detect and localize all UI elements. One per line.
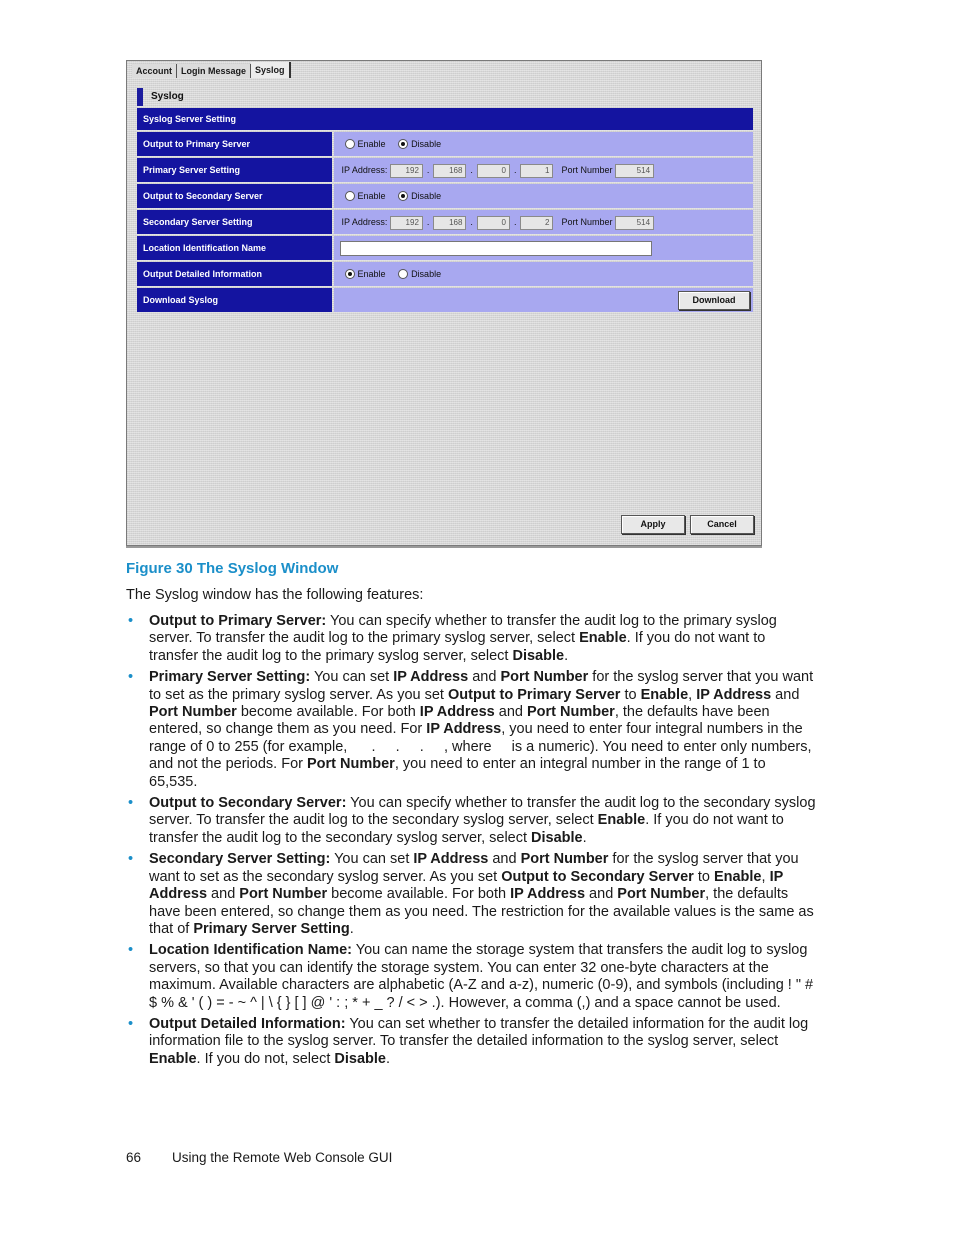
primary-port-input[interactable]: 514 xyxy=(615,164,654,178)
secondary-ip-octet-2[interactable]: 168 xyxy=(433,216,466,230)
feature-detailed-info: • Output Detailed Information: You can set whether to transfer the detailed information for the audit log information file to the syslog server. To transfer the detailed information to the syslog server, select Enable. If you do not, select Disable. xyxy=(126,1016,816,1068)
secondary-ip-octet-1[interactable]: 192 xyxy=(390,216,423,230)
intro-paragraph: The Syslog window has the following features: xyxy=(126,587,424,603)
primary-ip-label: IP Address: xyxy=(341,165,388,175)
label-location-name: Location Identification Name xyxy=(137,236,332,260)
primary-disable-option[interactable]: Disable xyxy=(398,132,441,156)
section-title-bar xyxy=(137,88,143,106)
secondary-port-input[interactable]: 514 xyxy=(615,216,654,230)
feature-secondary-setting: • Secondary Server Setting: You can set IP Address and Port Number for the syslog server that you want to set as the secondary syslog server. As you set Output to Secondary Server to Enable, IP Address and Port Number become available. For both IP Address and Port Number, the defaults have been entered, so change them as you need. The restriction for the available values is the same as that of Primary Server Setting. xyxy=(126,851,816,938)
label-output-primary: Output to Primary Server xyxy=(137,132,332,156)
primary-ip-octet-4[interactable]: 1 xyxy=(520,164,553,178)
feature-list xyxy=(126,613,816,1072)
row-output-secondary xyxy=(137,184,753,208)
label-detailed-info: Output Detailed Information xyxy=(137,262,332,286)
radio-icon[interactable] xyxy=(345,139,355,149)
radio-selected-icon[interactable] xyxy=(345,269,355,279)
value-output-secondary xyxy=(334,184,753,208)
primary-enable-option[interactable]: Enable xyxy=(345,132,386,156)
tab-syslog[interactable]: Syslog xyxy=(251,62,291,78)
secondary-disable-option[interactable]: Disable xyxy=(398,184,441,208)
tab-login-message[interactable]: Login Message xyxy=(177,64,251,78)
value-detailed-info xyxy=(334,262,753,286)
primary-ip-octet-3[interactable]: 0 xyxy=(477,164,510,178)
tab-account[interactable]: Account xyxy=(132,64,177,78)
radio-icon[interactable] xyxy=(345,191,355,201)
label-download-syslog: Download Syslog xyxy=(137,288,332,312)
value-secondary-setting: IP Address: 192 . 168 . 0 . 2 Port Number 514 xyxy=(334,210,753,234)
section-title xyxy=(137,88,184,106)
radio-selected-icon[interactable] xyxy=(398,191,408,201)
value-output-primary xyxy=(334,132,753,156)
section-title-text: Syslog xyxy=(151,91,184,102)
tab-bar xyxy=(132,64,291,80)
download-button[interactable]: Download xyxy=(678,291,750,310)
detailed-disable-option[interactable]: Disable xyxy=(398,262,441,286)
feature-output-primary: • Output to Primary Server: You can specify whether to transfer the audit log to the primary syslog server. To transfer the audit log to the primary syslog server, select Enable. If you do not want to transfer the audit log to the primary syslog server, select Disable. xyxy=(126,613,816,665)
figure-caption: Figure 30 The Syslog Window xyxy=(126,560,339,577)
secondary-enable-option[interactable]: Enable xyxy=(345,184,386,208)
row-location-name xyxy=(137,236,753,260)
syslog-server-setting-header: Syslog Server Setting xyxy=(137,108,753,130)
primary-ip-octet-2[interactable]: 168 xyxy=(433,164,466,178)
secondary-ip-label: IP Address: xyxy=(341,217,388,227)
value-location-name xyxy=(334,236,753,260)
secondary-port-label: Port Number xyxy=(561,217,613,227)
row-detailed-info xyxy=(137,262,753,286)
detailed-enable-option[interactable]: Enable xyxy=(345,262,386,286)
cancel-button[interactable]: Cancel xyxy=(690,515,754,534)
location-name-input[interactable] xyxy=(340,241,652,256)
footer-text: Using the Remote Web Console GUI xyxy=(172,1150,393,1165)
primary-ip-octet-1[interactable]: 192 xyxy=(390,164,423,178)
label-secondary-setting: Secondary Server Setting xyxy=(137,210,332,234)
label-output-secondary: Output to Secondary Server xyxy=(137,184,332,208)
radio-selected-icon[interactable] xyxy=(398,139,408,149)
feature-location-name: • Location Identification Name: You can name the storage system that transfers the audit log to syslog servers, so that you can identify the storage system. You can enter 32 one-byte characters at the maximum. Available characters are alphabetic (A-Z and a-z), numeric (0-9), and symbols (including ! " # $ % & ' ( ) = - ~ ^ | \ { } [ ] @ ' : ; * + _ ? / < > .). However, a comma (,) and a space cannot be used. xyxy=(126,942,816,1012)
secondary-ip-octet-3[interactable]: 0 xyxy=(477,216,510,230)
secondary-ip-octet-4[interactable]: 2 xyxy=(520,216,553,230)
value-primary-setting: IP Address: 192 . 168 . 0 . 1 Port Number 514 xyxy=(334,158,753,182)
page-footer xyxy=(126,1150,392,1165)
radio-icon[interactable] xyxy=(398,269,408,279)
row-primary-setting xyxy=(137,158,753,182)
row-download-syslog xyxy=(137,288,753,312)
value-download-syslog xyxy=(334,288,753,312)
row-secondary-setting xyxy=(137,210,753,234)
feature-output-secondary: • Output to Secondary Server: You can specify whether to transfer the audit log to the secondary syslog server. To transfer the audit log to the secondary syslog server, select Enable. If you do not want to transfer the audit log to the secondary syslog server, select Disable. xyxy=(126,795,816,847)
primary-port-label: Port Number xyxy=(561,165,613,175)
page-number: 66 xyxy=(126,1150,142,1165)
row-output-primary xyxy=(137,132,753,156)
apply-button[interactable]: Apply xyxy=(621,515,685,534)
syslog-window-screenshot xyxy=(126,60,762,546)
feature-primary-setting: • Primary Server Setting: You can set IP Address and Port Number for the syslog server that you want to set as the primary syslog server. As you set Output to Primary Server to Enable, IP Address and Port Number become available. For both IP Address and Port Number, the defaults have been entered, so change them as you need. For IP Address, you need to enter four integral numbers in the range of 0 to 255 (for example, . . . , where is a numeric). You need to enter only numbers, and not the periods. For Port Number, you need to enter an integral number in the range of 1 to 65,535. xyxy=(126,669,816,791)
label-primary-setting: Primary Server Setting xyxy=(137,158,332,182)
